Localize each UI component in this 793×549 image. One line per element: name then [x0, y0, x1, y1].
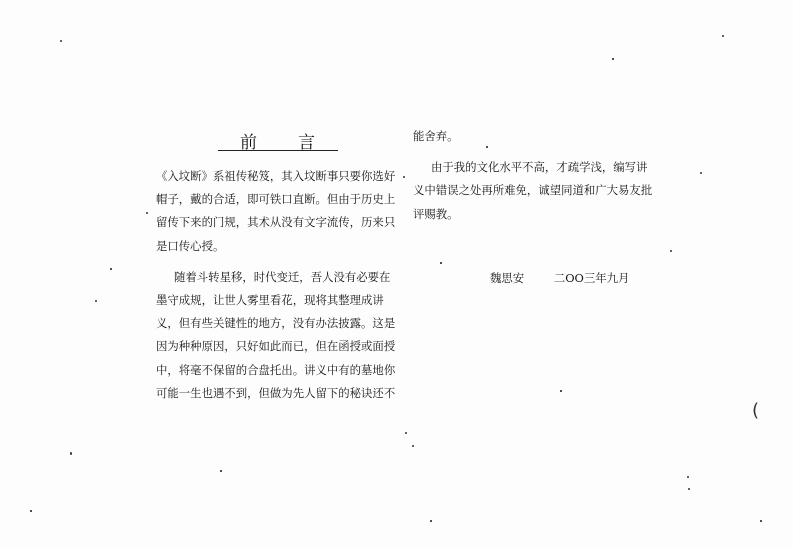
scan-speck	[405, 432, 407, 434]
text-line: 由于我的文化水平不高，才疏学浅，编写讲	[431, 160, 648, 175]
scan-speck	[95, 300, 97, 302]
scan-speck	[146, 212, 148, 214]
scan-speck	[700, 172, 702, 174]
text-line: 因为种种原因，只好如此而已，但在函授或面授	[156, 339, 396, 354]
author-name: 魏思安	[490, 271, 525, 285]
scan-speck	[440, 262, 442, 264]
scan-speck	[670, 250, 672, 252]
text-line: 帽子，戴的合适，即可铁口直断。但由于历史上	[156, 192, 396, 207]
title-underline	[218, 150, 338, 151]
text-line: 留传下来的门规，其术从没有文字流传，历来只	[156, 215, 396, 230]
scan-speck	[688, 488, 690, 490]
text-line: 义中错误之处再所难免，诚望同道和广大易友批	[413, 183, 653, 198]
text-line: 能舍弃。	[413, 129, 459, 143]
paragraph-gap	[156, 258, 404, 266]
text-line: 可能一生也遇不到，但做为先人留下的秘诀还不	[156, 385, 396, 400]
scan-speck	[403, 176, 405, 178]
text-line: 是口传心授。	[156, 238, 225, 253]
paragraph-gap	[413, 148, 693, 156]
signature-date: 二OO三年九月	[553, 271, 630, 285]
scan-speck	[70, 452, 72, 455]
scan-speck	[60, 40, 62, 42]
title-char-2: 言	[298, 133, 315, 153]
text-line: 随着斗转星移，时代变迁，吾人没有必要在	[174, 269, 391, 284]
scan-speck	[760, 520, 762, 522]
text-line: 中，将毫不保留的合盘托出。讲义中有的墓地你	[156, 362, 396, 377]
scan-speck	[486, 146, 488, 148]
scan-speck	[30, 510, 32, 512]
text-line: 墨守成规，让世人雾里看花，现将其整理成讲	[156, 292, 384, 307]
right-column-text	[413, 125, 693, 226]
scan-speck	[560, 390, 562, 392]
text-line: 《入坟断》系祖传秘笈，其入坟断事只要你选好	[156, 169, 396, 183]
text-line: 评赐教。	[413, 206, 459, 221]
scan-speck	[687, 476, 689, 478]
margin-mark: (	[752, 400, 760, 421]
scan-speck	[412, 445, 414, 447]
scan-speck	[722, 35, 724, 37]
signature-line	[490, 270, 629, 286]
left-column-text	[156, 165, 404, 405]
scan-speck	[612, 58, 614, 60]
scan-speck	[110, 268, 112, 270]
scan-speck	[220, 470, 222, 472]
title-char-1: 前	[240, 133, 257, 153]
text-line: 义，但有些关键性的地方，没有办法披露。这是	[156, 316, 396, 331]
scan-speck	[430, 520, 432, 522]
